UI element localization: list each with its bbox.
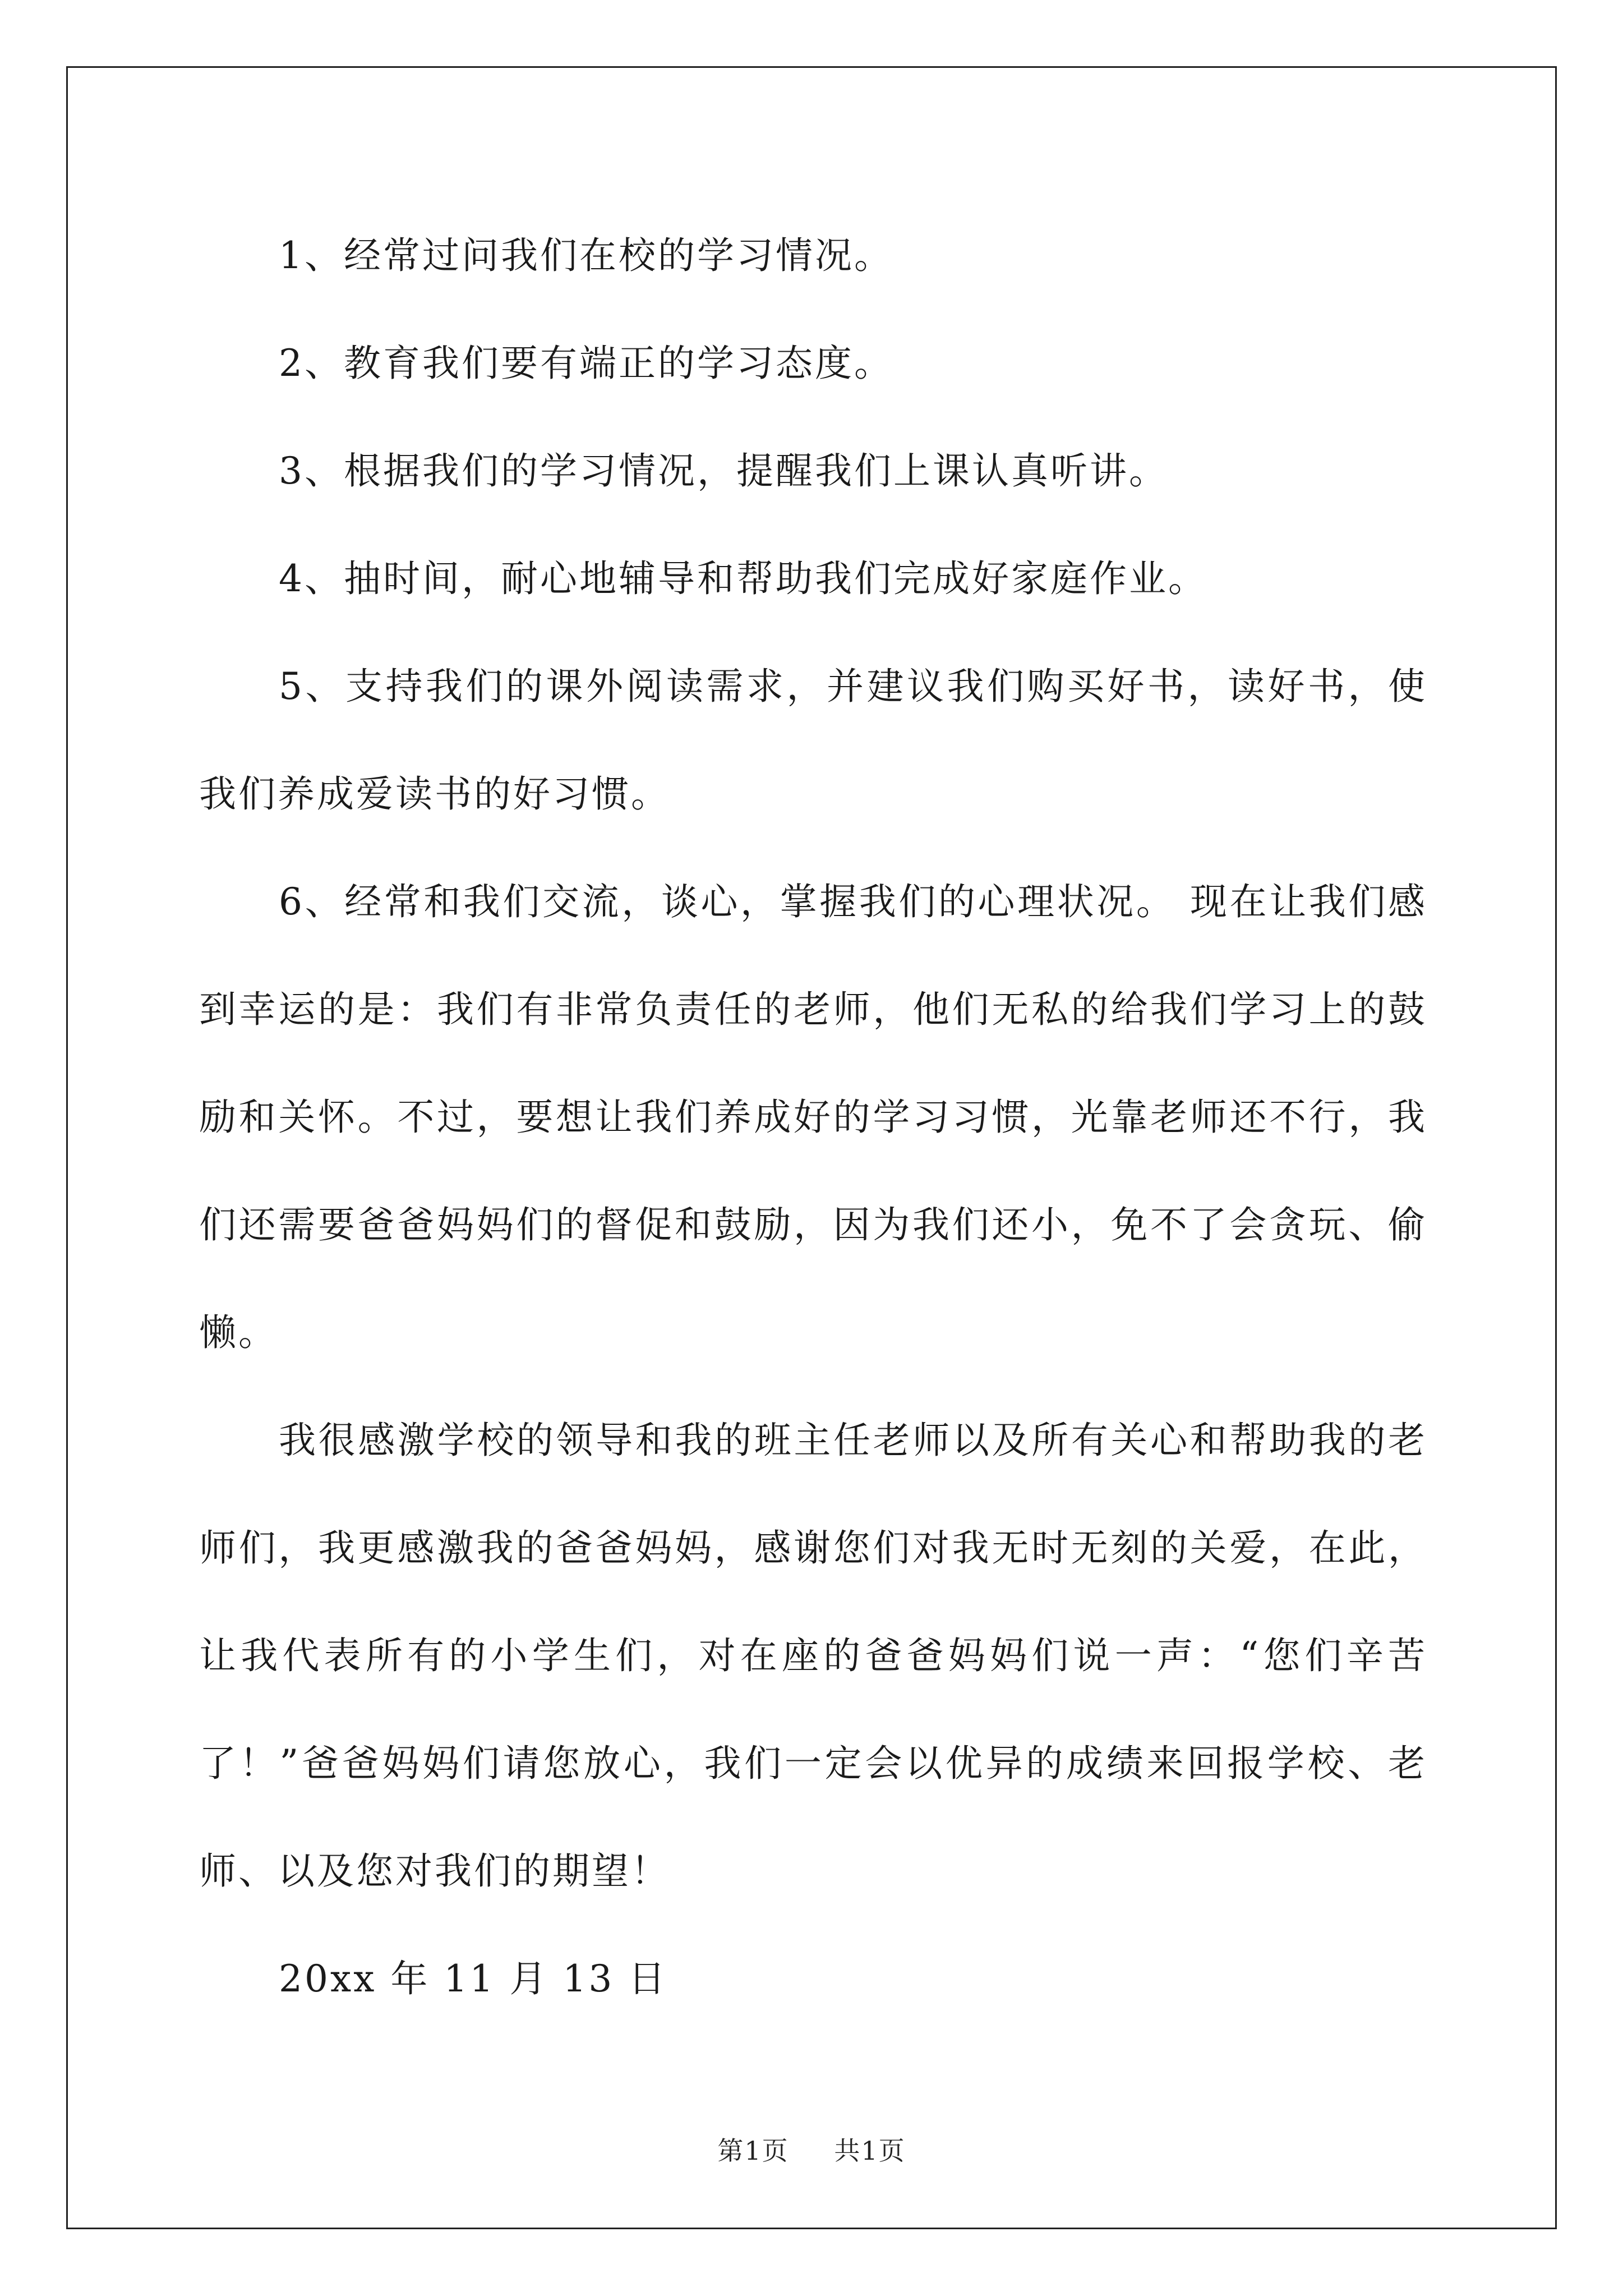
paragraph-item-2: 2、教育我们要有端正的学习态度。 [279,342,893,385]
page-footer [0,2134,1623,2168]
paragraph-item-6: 6、经常和我们交流，谈心，掌握我们的心理状况。 现在让我们感到幸运的是：我们有非常负责任的老师，他们无私的给我们学习上的鼓励和关怀。不过，要想让我们养成好的学习习惯，光靠老师还不行，我们还需要爸爸妈妈们的督促和鼓励，因为我们还小，免不了会贪玩、偷懒。 [199,880,1427,1354]
page-number-current: 第1页 [717,2136,789,2166]
date-line: 20xx 年 11 月 13 日 [279,1957,668,2000]
paragraph-item-4: 4、抽时间，耐心地辅导和帮助我们完成好家庭作业。 [279,557,1207,600]
paragraph-closing: 我很感激学校的领导和我的班主任老师以及所有关心和帮助我的老师们，我更感激我的爸爸妈妈，感谢您们对我无时无刻的关爱，在此，让我代表所有的小学生们，对在座的爸爸妈妈们说一声：“您们辛苦了！”爸爸妈妈们请您放心，我们一定会以优异的成绩来回报学校、老师、以及您对我们的期望！ [199,1419,1427,1893]
paragraph-item-5: 5、支持我们的课外阅读需求，并建议我们购买好书，读好书，使我们养成爱读书的好习惯。 [199,665,1427,816]
paragraph-item-3: 3、根据我们的学习情况，提醒我们上课认真听讲。 [279,449,1168,493]
paragraph-item-1: 1、经常过问我们在校的学习情况。 [279,234,893,277]
page-number-total: 共1页 [834,2136,906,2166]
document-body [199,202,1427,2033]
